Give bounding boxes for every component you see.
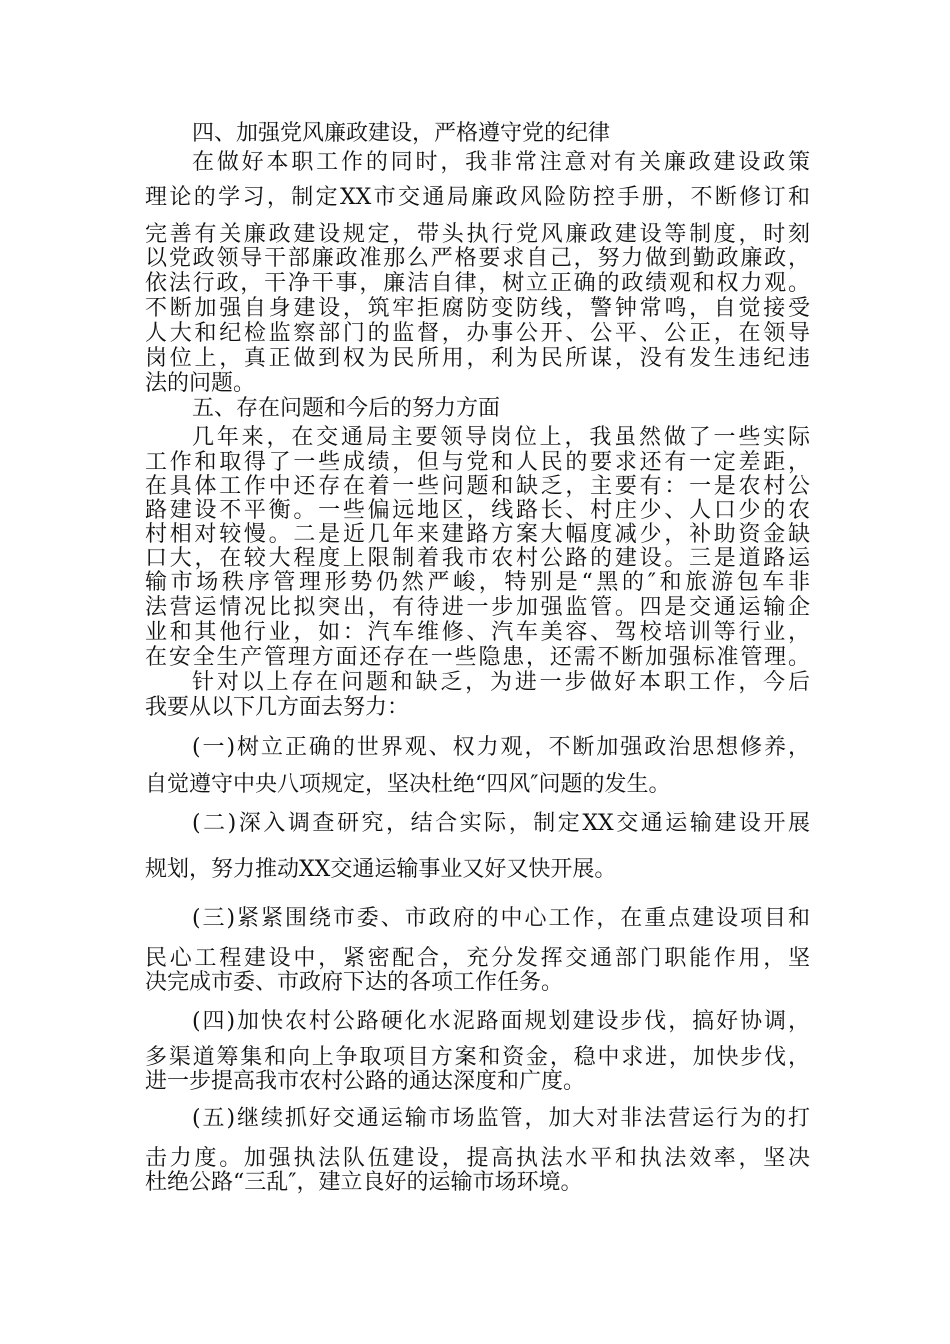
section-4-line: 以党政领导干部廉政准那么严格要求自己，努力做到勤政廉政， — [145, 246, 810, 271]
section-5-line: 工作和取得了一些成绩，但与党和人民的要求还有一定差距， — [145, 450, 810, 475]
section-5-line: 村相对较慢。二是近几年来建路方案大幅度减少，补助资金缺 — [145, 522, 810, 547]
section-4-line: 岗位上，真正做到权为民所用，利为民所谋，没有发生违纪违 — [145, 346, 810, 371]
section-4-line: 完善有关廉政建设规定，带头执行党风廉政建设等制度，时刻 — [145, 222, 810, 247]
list-item-line: 多渠道筹集和向上争取项目方案和资金，稳中求进，加快步伐， — [145, 1045, 810, 1070]
section-4-line: 在做好本职工作的同时，我非常注意对有关廉政建设政策 — [192, 150, 810, 175]
list-item-line: (三)紧紧围绕市委、市政府的中心工作，在重点建设项目和 — [192, 906, 810, 931]
list-item-line: (四)加快农村公路硬化水泥路面规划建设步伐，搞好协调， — [192, 1009, 810, 1034]
section-4-line: 理论的学习，制定XX市交通局廉政风险防控手册，不断修订和 — [145, 185, 810, 210]
section-5-line: 输市场秩序管理形势仍然严峻，特别是“黑的″和旅游包车非 — [145, 570, 810, 595]
section-5-line: 业和其他行业，如：汽车维修、汽车美容、驾校培训等行业， — [145, 620, 810, 645]
section-5-line: 几年来，在交通局主要领导岗位上，我虽然做了一些实际 — [192, 425, 810, 450]
list-item-line: (五)继续抓好交通运输市场监管，加大对非法营运行为的打 — [192, 1106, 810, 1131]
list-item-line: 进一步提高我市农村公路的通达深度和广度。 — [145, 1069, 586, 1094]
section-5-line: 法营运情况比拟突出，有待进一步加强监管。四是交通运输企 — [145, 595, 810, 620]
list-item-line: 决完成市委、市政府下达的各项工作任务。 — [145, 970, 564, 995]
list-item-line: 民心工程建设中，紧密配合，充分发挥交通部门职能作用，坚 — [145, 946, 810, 971]
section-4-line: 人大和纪检监察部门的监督，办事公开、公平、公正，在领导 — [145, 321, 810, 346]
list-item-line: (一)树立正确的世界观、权力观，不断加强政治思想修养， — [192, 735, 810, 760]
section-4-line: 依法行政，干净干事，廉洁自律，树立正确的政绩观和权力观。 — [145, 271, 810, 296]
section-5-line: 在具体工作中还存在着一些问题和缺乏，主要有：一是农村公 — [145, 474, 810, 499]
list-item-line: 击力度。加强执法队伍建设，提高执法水平和执法效率，坚决 — [145, 1146, 810, 1171]
list-item-line: (二)深入调查研究，结合实际，制定XX交通运输建设开展 — [192, 811, 810, 836]
section-5-line: 路建设不平衡。一些偏远地区，线路长、村庄少、人口少的农 — [145, 498, 810, 523]
list-item-line: 规划，努力推动XX交通运输事业又好又快开展。 — [145, 857, 617, 882]
list-item-line: 杜绝公路“三乱″，建立良好的运输市场环境。 — [145, 1170, 583, 1195]
section-4-heading: 四、加强党风廉政建设，严格遵守党的纪律 — [192, 121, 611, 146]
list-item-line: 自觉遵守中央八项规定，坚决杜绝“四风″问题的发生。 — [145, 772, 671, 797]
section-5-intro-line: 针对以上存在问题和缺乏，为进一步做好本职工作，今后 — [192, 670, 810, 695]
section-4-line: 不断加强自身建设，筑牢拒腐防变防线，警钟常鸣，自觉接受 — [145, 296, 810, 321]
section-5-line: 在安全生产管理方面还存在一些隐患，还需不断加强标准管理。 — [145, 645, 810, 670]
section-5-intro-line: 我要从以下几方面去努力： — [145, 695, 410, 720]
section-5-heading: 五、存在问题和今后的努力方面 — [192, 396, 501, 421]
section-4-line: 法的问题。 — [145, 371, 256, 396]
section-5-line: 口大，在较大程度上限制着我市农村公路的建设。三是道路运 — [145, 546, 810, 571]
